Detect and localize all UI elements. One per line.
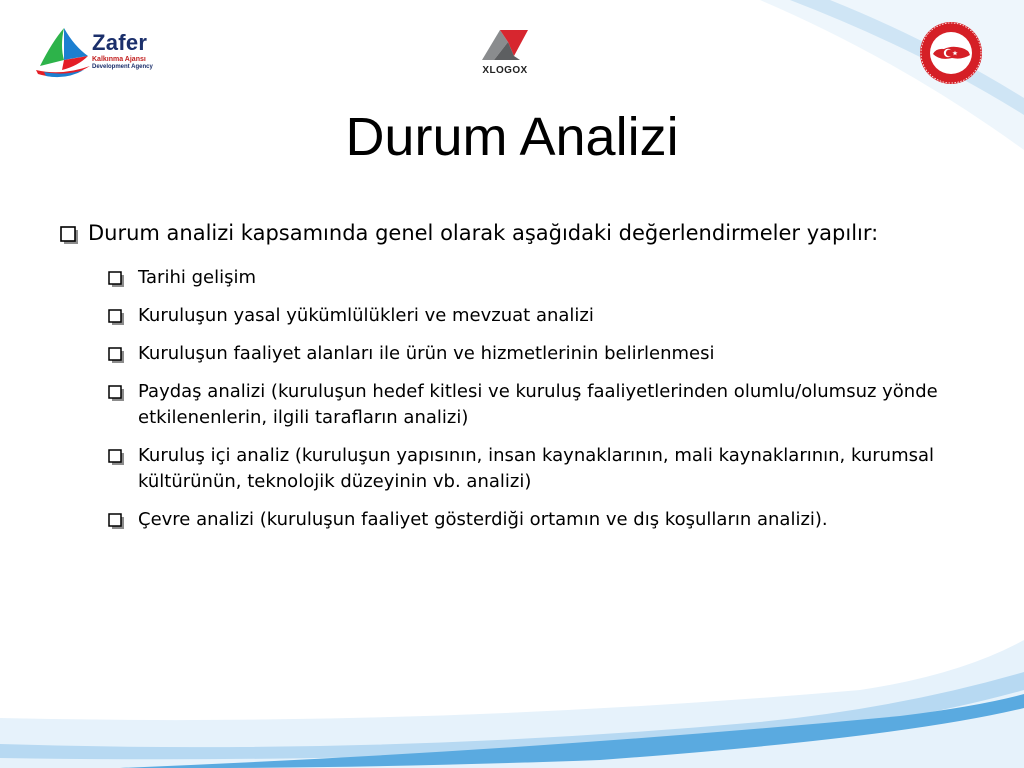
ministry-seal-icon — [918, 20, 984, 86]
checkbox-bullet-icon — [108, 385, 126, 403]
bullet-item — [108, 303, 960, 329]
xlogox-logo-mark — [478, 28, 532, 64]
zafer-logo-subtitle-en: Development Agency — [92, 64, 153, 70]
bullet-item-text: Çevre analizi (kuruluşun faaliyet gösterdiği ortamın ve dış koşulların analizi). — [138, 509, 828, 530]
bullet-item — [108, 379, 960, 431]
bullet-item-text: Paydaş analizi (kuruluşun hedef kitlesi ve kuruluş faaliyetlerinden olumlu/olumsuz yönde etkilenenlerin, ilgili tarafların analizi) — [138, 381, 938, 428]
bullet-item — [108, 507, 960, 533]
bullet-item-text: Kuruluşun faaliyet alanları ile ürün ve hizmetlerinin belirlenmesi — [138, 343, 715, 364]
slide-content — [60, 218, 960, 545]
bullet-intro-text: Durum analizi kapsamında genel olarak aşağıdaki değerlendirmeler yapılır: — [88, 221, 879, 245]
checkbox-bullet-icon — [60, 226, 80, 246]
bullet-intro — [60, 218, 960, 249]
checkbox-bullet-icon — [108, 347, 126, 365]
zafer-logo — [34, 26, 174, 82]
bullet-item — [108, 443, 960, 495]
bullet-item-text: Kuruluşun yasal yükümlülükleri ve mevzuat analizi — [138, 305, 594, 326]
zafer-logo-name: Zafer — [92, 30, 148, 55]
slide-title: Durum Analizi — [345, 107, 679, 167]
checkbox-bullet-icon — [108, 271, 126, 289]
xlogox-logo-text: XLOGOX — [482, 65, 528, 76]
zafer-logo-subtitle-tr: Kalkınma Ajansı — [92, 56, 146, 63]
zafer-logo-mark — [34, 26, 94, 82]
checkbox-bullet-icon — [108, 513, 126, 531]
checkbox-bullet-icon — [108, 449, 126, 467]
checkbox-bullet-icon — [108, 309, 126, 327]
ministry-seal-logo — [918, 20, 984, 86]
bullet-item — [108, 341, 960, 367]
bullet-item-text: Tarihi gelişim — [138, 267, 256, 288]
bullet-item — [108, 265, 960, 291]
xlogox-logo — [472, 28, 538, 78]
bullet-item-text: Kuruluş içi analiz (kuruluşun yapısının, insan kaynaklarının, mali kaynaklarının, kurumsal kültürünün, teknolojik düzeyinin vb. analizi) — [138, 445, 935, 492]
